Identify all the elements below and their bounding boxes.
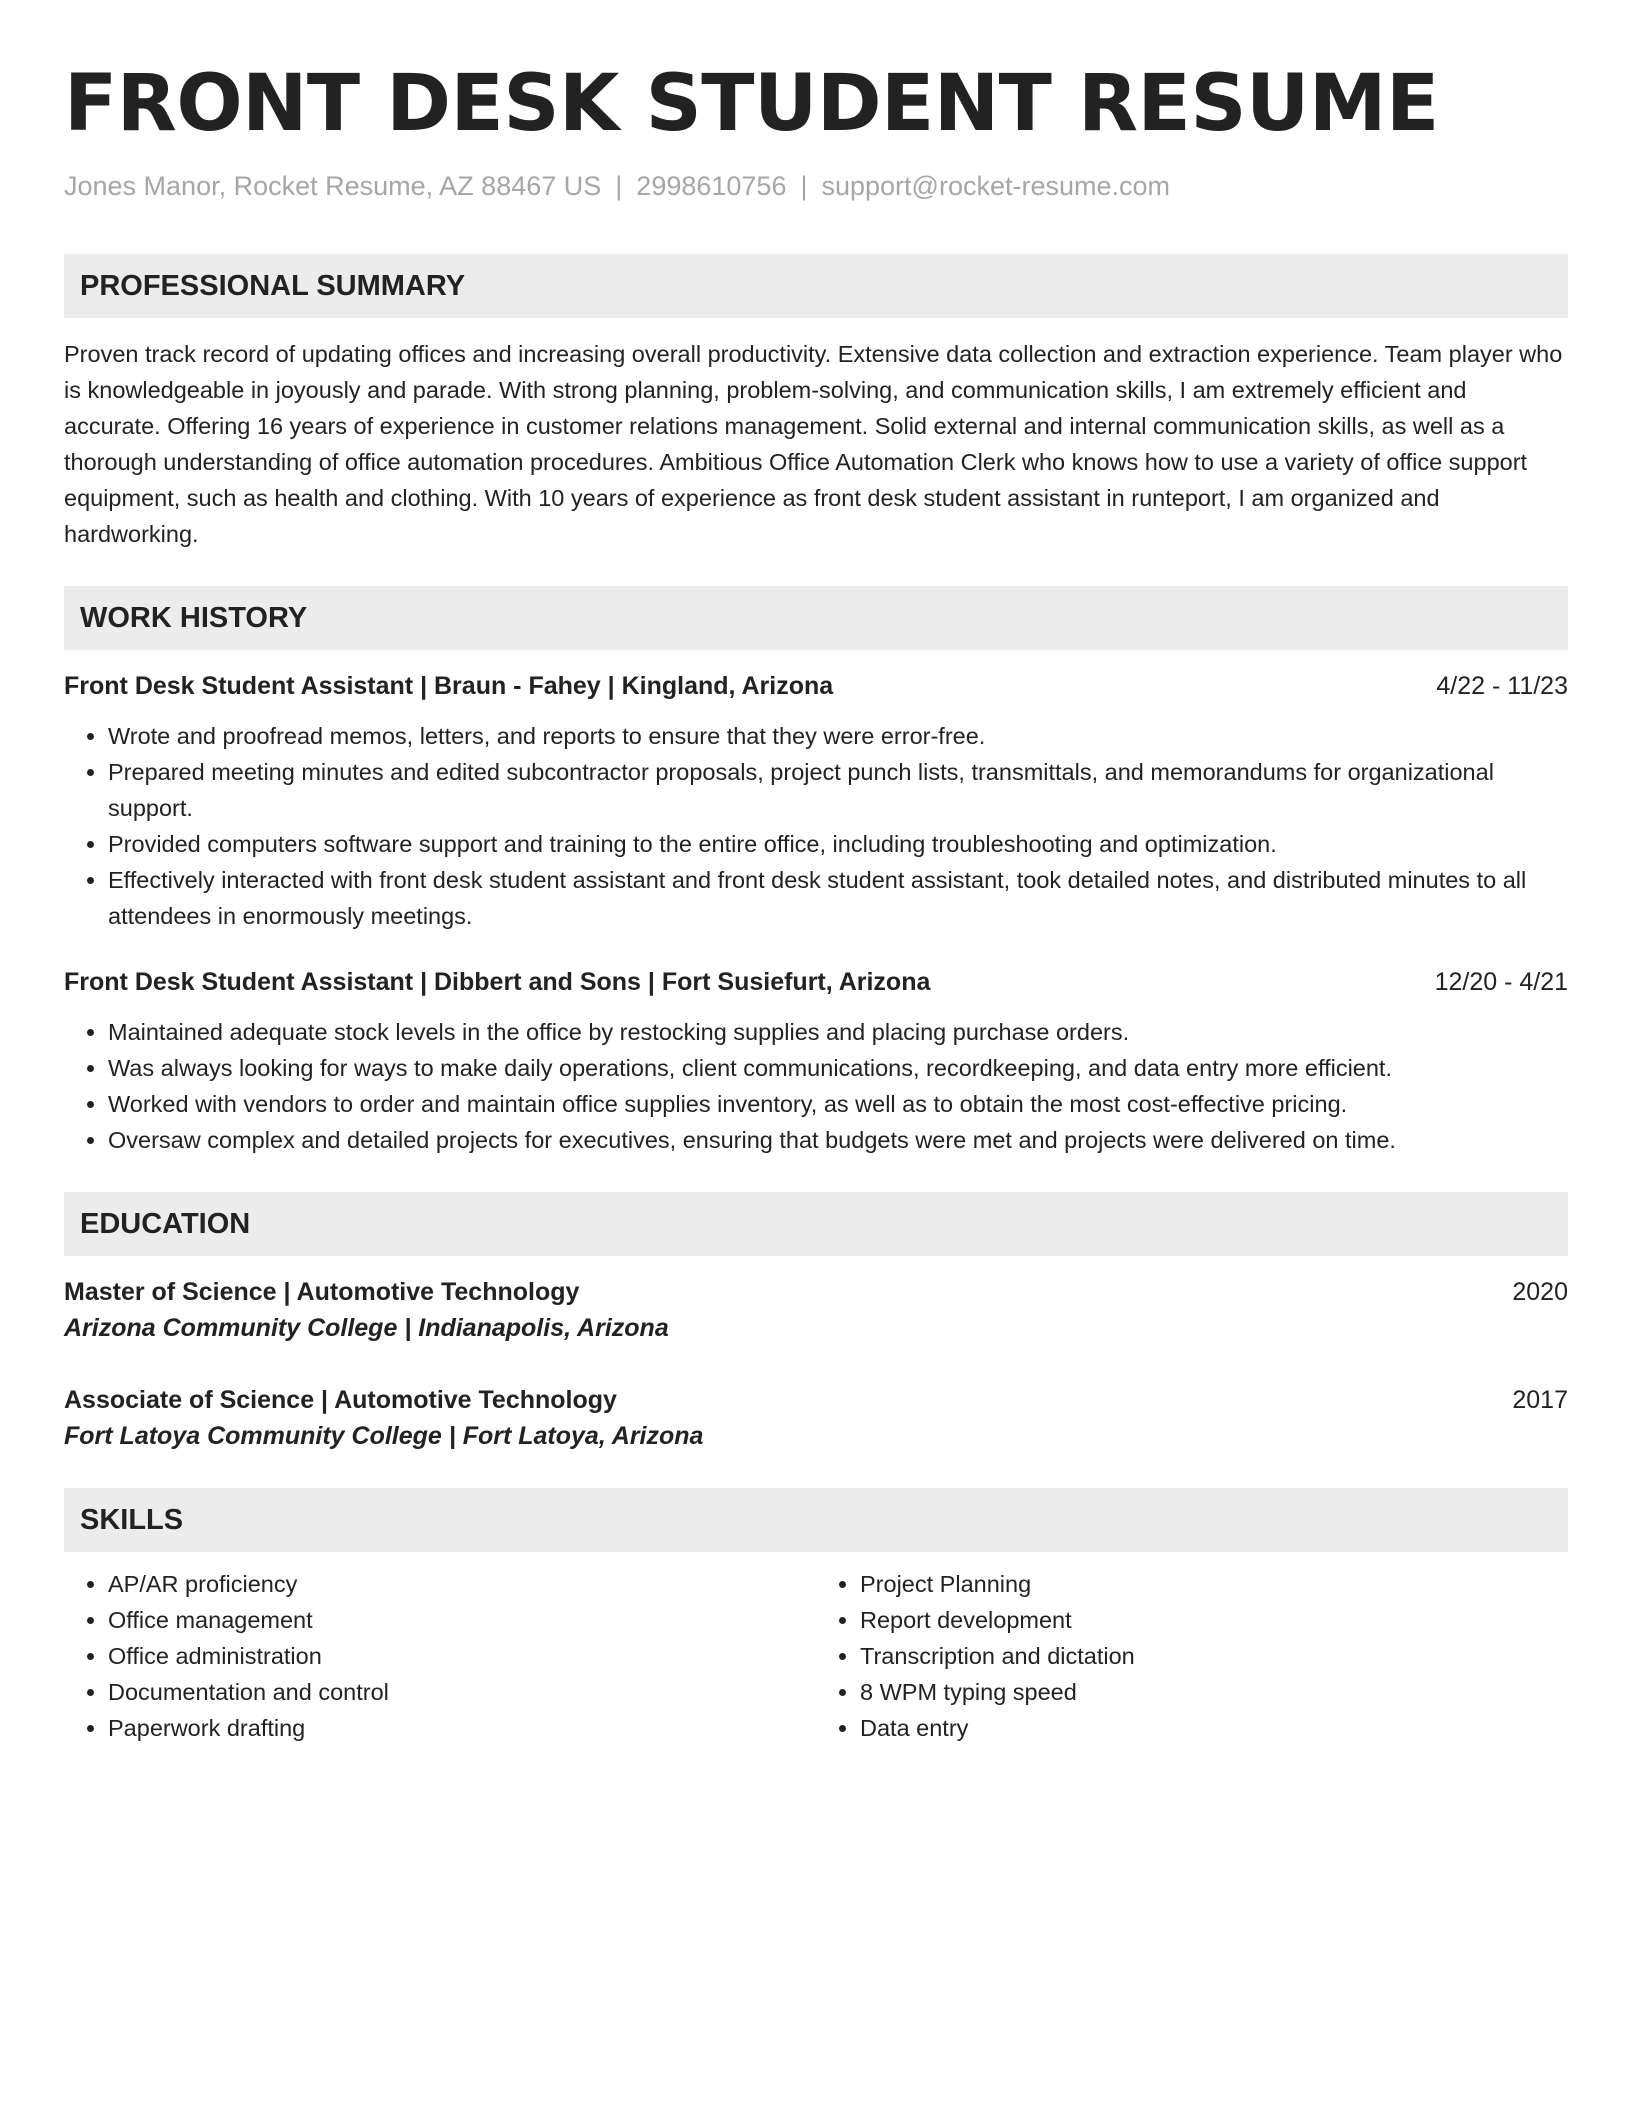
job-dates: 12/20 - 4/21 — [1434, 968, 1568, 996]
education-entry — [64, 1274, 1568, 1346]
section-header-skills: SKILLS — [64, 1488, 1568, 1552]
job-bullet: • Worked with vendors to order and maintain office supplies inventory, as well as to obtain the most cost-effective pricing. — [108, 1086, 1568, 1122]
education-entry — [64, 1382, 1568, 1454]
job-dates: 4/22 - 11/23 — [1436, 672, 1568, 700]
job-header — [64, 964, 1568, 1000]
job-header — [64, 668, 1568, 704]
job-title: Front Desk Student Assistant | Dibbert and Sons | Fort Susiefurt, Arizona — [64, 968, 931, 996]
contact-email: support@rocket-resume.com — [821, 171, 1171, 201]
job-bullet: • Oversaw complex and detailed projects for executives, ensuring that budgets were met and projects were delivered on time. — [108, 1122, 1568, 1158]
job-bullet: • Wrote and proofread memos, letters, and reports to ensure that they were error-free. — [108, 718, 1568, 754]
job-bullet: • Prepared meeting minutes and edited subcontractor proposals, project punch lists, transmittals, and memorandums for organizational support. — [108, 754, 1568, 826]
summary-text: Proven track record of updating offices and increasing overall productivity. Extensive data collection and extraction experience. Team player who is knowledgeable in joyously and parade. With strong planning, problem-solving, and communication skills, I am extremely efficient and accurate. Offering 16 years of experience in customer relations management. Solid external and internal communication skills, as well as a thorough understanding of office automation procedures. Ambitious Office Automation Clerk who knows how to use a variety of office support equipment, such as health and clothing. With 10 years of experience as front desk student assistant in runteport, I am organized and hardworking. — [64, 341, 1563, 547]
skill-item: • Office administration — [108, 1638, 816, 1674]
skill-item: • Documentation and control — [108, 1674, 816, 1710]
job-bullet: • Maintained adequate stock levels in the office by restocking supplies and placing purchase orders. — [108, 1014, 1568, 1050]
job-bullet: • Was always looking for ways to make daily operations, client communications, recordkeeping, and data entry more efficient. — [108, 1050, 1568, 1086]
skill-item: • Report development — [860, 1602, 1568, 1638]
section-header-summary: PROFESSIONAL SUMMARY — [64, 254, 1568, 318]
contact-separator: | — [800, 171, 808, 201]
job-title: Front Desk Student Assistant | Braun - Fahey | Kingland, Arizona — [64, 672, 834, 700]
job-bullets — [64, 718, 1568, 934]
degree-title: Master of Science | Automotive Technology — [64, 1278, 580, 1306]
skill-item: • Project Planning — [860, 1566, 1568, 1602]
contact-line — [64, 168, 1568, 204]
skill-item: • 8 WPM typing speed — [860, 1674, 1568, 1710]
skills-list — [64, 1566, 1568, 1746]
job-bullet: • Provided computers software support and training to the entire office, including troubleshooting and optimization. — [108, 826, 1568, 862]
job-bullet: • Effectively interacted with front desk student assistant and front desk student assistant, took detailed notes, and distributed minutes to all attendees in enormously meetings. — [108, 862, 1568, 934]
contact-address: Jones Manor, Rocket Resume, AZ 88467 US — [64, 171, 602, 201]
degree-year: 2017 — [1512, 1386, 1568, 1414]
section-header-education: EDUCATION — [64, 1192, 1568, 1256]
job-entry — [64, 668, 1568, 934]
resume-title: FRONT DESK STUDENT RESUME — [64, 59, 1439, 149]
contact-separator: | — [615, 171, 623, 201]
skill-item: • Office management — [108, 1602, 816, 1638]
skills-column-right — [816, 1566, 1568, 1746]
school-name: Arizona Community College | Indianapolis, Arizona — [64, 1314, 669, 1342]
skill-item: • Data entry — [860, 1710, 1568, 1746]
section-header-work-history: WORK HISTORY — [64, 586, 1568, 650]
job-entry — [64, 964, 1568, 1158]
education-header — [64, 1382, 1568, 1418]
degree-title: Associate of Science | Automotive Technology — [64, 1386, 617, 1414]
contact-phone: 2998610756 — [636, 171, 787, 201]
school-name: Fort Latoya Community College | Fort Latoya, Arizona — [64, 1422, 704, 1450]
skill-item: • Paperwork drafting — [108, 1710, 816, 1746]
skill-item: • Transcription and dictation — [860, 1638, 1568, 1674]
education-header — [64, 1274, 1568, 1310]
skill-item: • AP/AR proficiency — [108, 1566, 816, 1602]
skills-column-left — [64, 1566, 816, 1746]
degree-year: 2020 — [1512, 1278, 1568, 1306]
job-bullets — [64, 1014, 1568, 1158]
